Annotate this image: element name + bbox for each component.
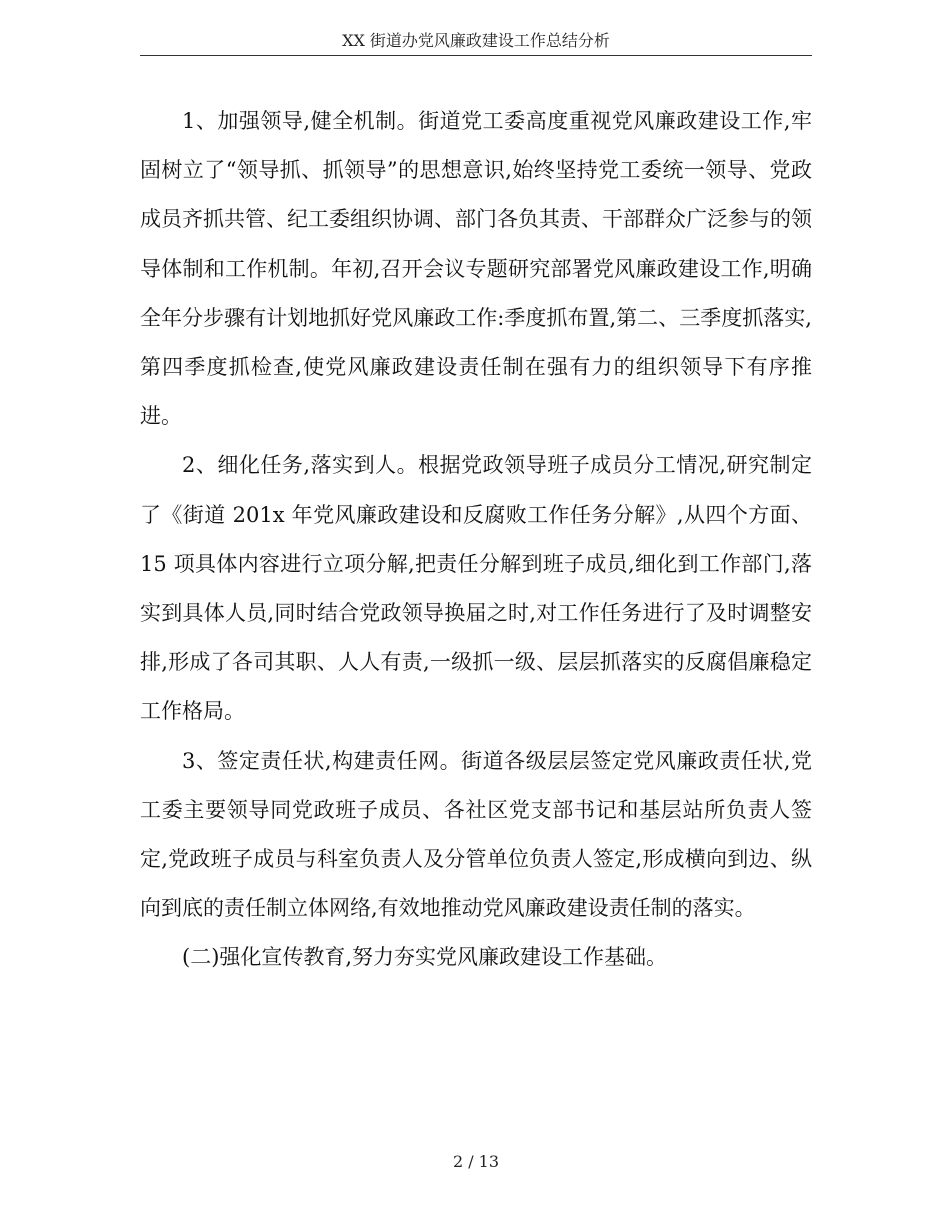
paragraph-responsibility-network: 3、签定责任状,构建责任网。街道各级层层签定党风廉政责任状,党工委主要领导同党政班子成员、各社区党支部书记和基层站所负责人签定,党政班子成员与科室负责人及分管单位负责人签定,形成横向到边、纵向到底的责任制立体网络,有效地推动党风廉政建设责任制的落实。 <box>140 748 812 921</box>
document-title: XX 街道办党风廉政建设工作总结分析 <box>342 31 610 50</box>
paragraph-refine-tasks: 2、细化任务,落实到人。根据党政领导班子成员分工情况,研究制定了《街道 201x 年党风廉政建设和反腐败工作任务分解》,从四个方面、15 项具体内容进行立项分解,把责任分解到班子成员,细化到工作部门,落实到具体人员,同时结合党政领导换届之时,对工作任务进行了及时调整安排,形成了各司其职、人人有责,一级抓一级、层层抓落实的反腐倡廉稳定工作格局。 <box>140 453 812 724</box>
page-footer <box>140 1152 812 1172</box>
paragraph-strengthen-leadership: 1、加强领导,健全机制。街道党工委高度重视党风廉政建设工作,牢固树立了“领导抓、抓领导”的思想意识,始终坚持党工委统一领导、党政成员齐抓共管、纪工委组织协调、部门各负其责、干部群众广泛参与的领导体制和工作机制。年初,召开会议专题研究部署党风廉政建设工作,明确全年分步骤有计划地抓好党风廉政工作:季度抓布置,第二、三季度抓落实,第四季度抓检查,使党风廉政建设责任制在强有力的组织领导下有序推进。 <box>140 109 812 429</box>
document-body <box>140 97 812 983</box>
page-number: 2 / 13 <box>452 1152 500 1171</box>
section-heading-publicity-education: (二)强化宣传教育,努力夯实党风廉政建设工作基础。 <box>182 945 668 970</box>
page-header <box>140 30 812 56</box>
